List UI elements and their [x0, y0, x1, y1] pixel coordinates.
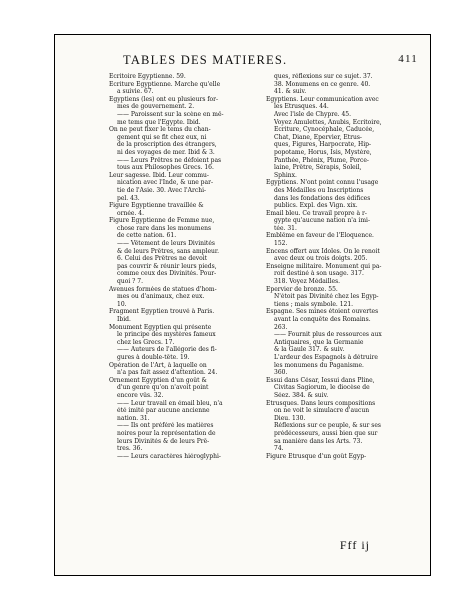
index-entry: Epervier de bronze. 55.: [266, 285, 338, 293]
running-head: [55, 53, 430, 69]
index-entry: Avec l'isle de Chypre. 45.: [274, 110, 352, 118]
index-entry: —— Ils ont préféré les matières: [117, 422, 214, 430]
index-entry: chez les Grecs. 17.: [117, 338, 175, 346]
index-entry: ornée. 4.: [117, 209, 144, 217]
index-entry: publics. Expl. des Vign. xix.: [274, 202, 358, 210]
index-entry: 10.: [117, 300, 127, 308]
index-entry: popotame, Horus, Isis, Mystère,: [274, 148, 372, 156]
index-entry: de la proscription des étrangers,: [117, 141, 217, 149]
index-entry: —— Auteurs de l'allégorie des fi-: [117, 346, 217, 354]
index-column-right: [266, 73, 406, 460]
index-entry: —— Leurs caractères hiéroglyphi-: [117, 452, 221, 460]
index-entry: Chat, Diane, Epervier, Etrus-: [274, 133, 362, 141]
index-entry: —— Leur travail en émail bleu, n'a: [117, 399, 223, 407]
index-entry: 360.: [274, 369, 288, 377]
index-entry: Espagne. Ses mines étoient ouvertes: [266, 308, 379, 316]
page-number: 411: [398, 53, 418, 65]
index-entry: avant la conquête des Romains.: [274, 316, 371, 323]
index-entry: Email bleu. Ce travail propre à r-: [266, 209, 367, 217]
index-entry: nation. 31.: [117, 414, 150, 422]
index-entry: Ornement Egyptien d'un goût &: [109, 376, 207, 384]
index-entry: nication avec l'Inde, & une par-: [117, 179, 213, 187]
index-entry: —— Leurs Prêtres ne défoient pas: [117, 156, 222, 164]
index-entry: Egyptiens (les) ont eu plusieurs for-: [109, 95, 219, 103]
index-entry: Civitas Sagiorum, le diocèse de: [274, 384, 370, 392]
index-entry: noires pour la représentation de: [117, 429, 216, 437]
index-entry: Essui dans César, Iessui dans Pline,: [266, 376, 375, 384]
index-entry: & de leurs Prêtres, sans ampleur.: [117, 247, 219, 255]
index-entry: Dieu. 130.: [274, 414, 306, 422]
index-entry: 263.: [274, 323, 288, 331]
index-entry: chose rare dans les monumens: [117, 224, 212, 232]
index-entry: 38. Monumens en ce genre. 40.: [274, 80, 371, 88]
index-entry: avec deux ou trois doigts. 205.: [274, 255, 368, 263]
index-entry: les monumens du Paganisme.: [274, 361, 364, 369]
index-entry: a suivie. 67.: [117, 88, 154, 96]
index-entry: On ne peut fixer le tems du chan-: [109, 126, 211, 134]
index-entry: encore vûs. 32.: [117, 391, 164, 399]
index-entry: leurs Divinités & de leurs Prê-: [117, 437, 210, 445]
index-entry: Séez. 384. & suiv.: [274, 391, 329, 399]
index-entry: tous aux Philosophes Grecs. 16.: [117, 164, 214, 172]
index-entry: 6. Celui des Prêtres ne devoit: [117, 255, 208, 263]
index-entry: Antiquaires, que la Germanie: [274, 338, 364, 346]
index-entry: gures à double-tête. 19.: [117, 353, 190, 361]
index-entry: 74.: [274, 445, 284, 453]
index-entry: ques, réflexions sur ce sujet. 37.: [274, 73, 373, 80]
index-entry: on ne voit le simulacre d'aucun: [274, 407, 370, 415]
index-entry: tée. 31.: [274, 224, 297, 232]
index-entry: tres. 36.: [117, 445, 143, 453]
signature-mark: Fff ij: [339, 538, 370, 552]
index-entry: sa manière dans les Arts. 73.: [274, 437, 363, 445]
index-entry: 41. & suiv.: [274, 88, 307, 96]
index-entry: me tems que l'Egypte. Ibid.: [117, 118, 201, 126]
index-entry: Enseigne militaire. Monument qui pa-: [266, 262, 382, 270]
index-entry: —— Paroissent sur la scène en mê-: [117, 110, 224, 118]
index-entry: les Etrusques. 44.: [274, 103, 329, 111]
index-entry: ques, Figures, Harpocrate, Hip-: [274, 141, 371, 149]
index-entry: Figure Egyptienne de Femme nue,: [109, 217, 215, 225]
index-entry: 318. Voyez Médailles.: [274, 278, 341, 286]
index-entry: Fragment Egyptien trouvé à Paris.: [109, 308, 215, 316]
index-entry: Encens offert aux Idoles. On le renoit: [266, 247, 380, 255]
index-entry: gypte qu'aucune nation n'a imi-: [274, 217, 370, 225]
index-entry: Leur sagesse. Ibid. Leur commu-: [109, 171, 209, 179]
index-entry: des Médailles ou Inscriptions: [274, 186, 364, 194]
index-entry: Figure Etrusque d'un goût Egyp-: [266, 452, 367, 460]
index-entry: —— Vêtement de leurs Divinités: [117, 240, 215, 248]
index-entry: laine, Prêtre, Sérapis, Soleil,: [274, 164, 362, 172]
index-entry: comme ceux des Divinités. Pour-: [117, 270, 217, 278]
index-entry: roit destiné à son usage. 317.: [274, 270, 364, 278]
index-entry: mes ou d'animaux, chez eux.: [117, 293, 205, 301]
index-column-left: [109, 73, 249, 460]
index-entry: n'a pas fait assez d'attention. 24.: [117, 369, 218, 377]
index-entry: Ecriture, Cynocéphale, Caducée,: [274, 126, 375, 134]
index-entry: gement qui se fit chez eux, ni: [117, 133, 207, 141]
index-entry: pel. 43.: [117, 194, 140, 202]
index-entry: Opération de l'Art, à laquelle on: [109, 361, 207, 369]
index-entry: Egyptiens. Leur communication avec: [266, 95, 379, 103]
index-entry: prédécesseurs, aussi bien que sur: [274, 429, 378, 437]
index-entry: quoi ? 7.: [117, 278, 143, 286]
index-entry: dans les fondations des édifices: [274, 194, 371, 202]
index-entry: Monument Egyptien qui présente: [109, 323, 212, 331]
page-title: TABLES DES MATIERES.: [123, 53, 288, 67]
index-entry: ni des voyages de mer. Ibid & 3.: [117, 148, 215, 156]
index-entry: Figure Egyptienne travaillée &: [109, 202, 204, 210]
index-entry: Egyptiens. N'ont point connu l'usage: [266, 179, 379, 187]
index-entry: Sphinx.: [274, 171, 297, 179]
index-entry: tie de l'Asie. 30. Avec l'Archi-: [117, 186, 207, 194]
index-entry: Réflexions sur ce peuple, & sur ses: [274, 422, 381, 430]
index-entry: & la Gaule 317. & suiv.: [274, 346, 345, 354]
index-entry: de cette nation. 61.: [117, 232, 177, 240]
index-entry: tiens ; mais symbole. 121.: [274, 300, 354, 308]
index-entry: Etrusques. Dans leurs compositions: [266, 399, 376, 407]
index-entry: été imité par aucune ancienne: [117, 407, 210, 415]
index-entry: 152.: [274, 240, 288, 248]
index-entry: d'un genre qu'on n'avoit point: [117, 384, 209, 392]
index-entry: N'étoit pas Divinité chez les Egyp-: [274, 293, 379, 301]
index-entry: L'ardeur des Espagnols à détruire: [274, 353, 378, 361]
index-entry: Voyez Amulettes, Anubis, Ecritoire,: [274, 118, 382, 126]
index-entry: Avenues formées de statues d'hom-: [109, 285, 217, 293]
document-page: [54, 34, 431, 576]
index-entry: Ibid.: [117, 316, 131, 323]
index-entry: Emblême en faveur de l'Eloquence.: [266, 232, 374, 240]
index-entry: pas couvrir & réunir leurs pieds,: [117, 262, 217, 270]
index-entry: Panthée, Phénix, Plume, Porce-: [274, 156, 369, 164]
index-entry: Ecritoire Egyptienne. 59.: [109, 73, 186, 80]
index-entry: —— Fournit plus de ressources aux: [274, 331, 382, 339]
index-entry: Ecriture Egyptienne. Marche qu'elle: [109, 80, 221, 88]
index-entry: le principe des mystères fameux: [117, 331, 216, 339]
index-entry: mes de gouvernement. 2.: [117, 103, 195, 111]
